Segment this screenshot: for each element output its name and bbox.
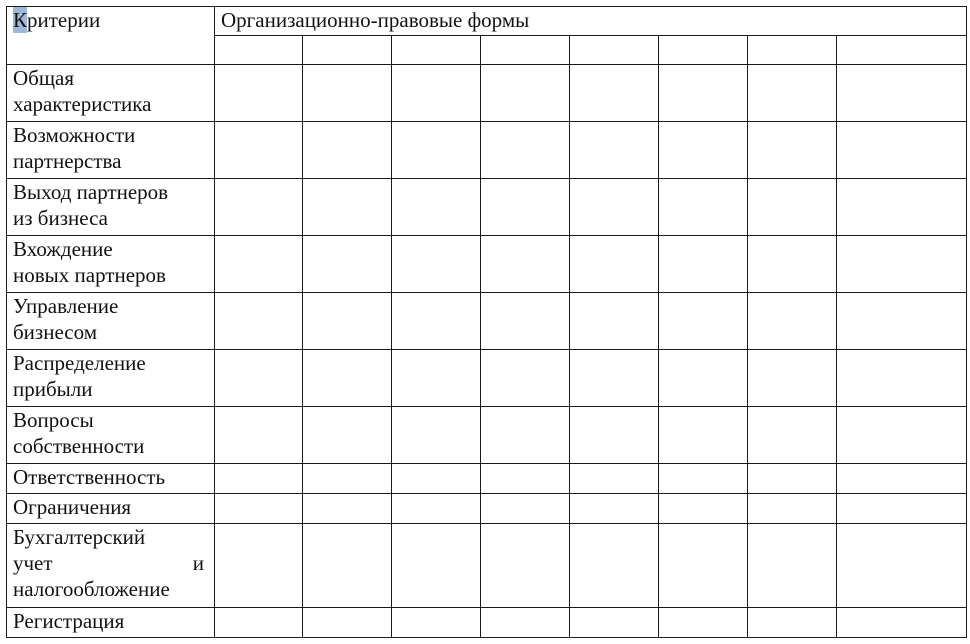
form-value-cell[interactable] xyxy=(215,122,303,179)
form-value-cell[interactable] xyxy=(392,65,481,122)
form-value-cell[interactable] xyxy=(659,179,748,236)
form-value-cell[interactable] xyxy=(659,350,748,407)
form-value-cell[interactable] xyxy=(837,179,967,236)
criterion-label-line: прибыли xyxy=(13,377,93,401)
form-column-header-cell[interactable] xyxy=(392,36,481,65)
criterion-label-line: Вхождение xyxy=(13,237,113,261)
form-value-cell[interactable] xyxy=(303,464,392,494)
form-value-cell[interactable] xyxy=(303,236,392,293)
form-value-cell[interactable] xyxy=(392,608,481,638)
table-row xyxy=(7,407,967,464)
form-value-cell[interactable] xyxy=(303,494,392,524)
form-value-cell[interactable] xyxy=(837,494,967,524)
criterion-label-line: учет и xyxy=(13,551,204,575)
form-value-cell[interactable] xyxy=(215,524,303,608)
form-value-cell[interactable] xyxy=(570,236,659,293)
criterion-label-line: Регистрация xyxy=(13,609,125,633)
criteria-header-label: ритерии xyxy=(27,8,101,32)
form-value-cell[interactable] xyxy=(837,122,967,179)
criterion-label-line: Возможности xyxy=(13,123,136,147)
form-value-cell[interactable] xyxy=(748,236,837,293)
form-value-cell[interactable] xyxy=(659,464,748,494)
form-value-cell[interactable] xyxy=(748,122,837,179)
form-value-cell[interactable] xyxy=(392,179,481,236)
form-value-cell[interactable] xyxy=(215,236,303,293)
form-value-cell[interactable] xyxy=(748,524,837,608)
form-value-cell[interactable] xyxy=(837,293,967,350)
table-row xyxy=(7,524,967,608)
criterion-label-line: Бухгалтерский xyxy=(13,525,146,549)
form-value-cell[interactable] xyxy=(392,236,481,293)
table-row xyxy=(7,293,967,350)
table-row xyxy=(7,464,967,494)
criterion-label-line: бизнесом xyxy=(13,320,98,344)
criterion-cell xyxy=(7,608,215,638)
forms-header: Организационно-правовые формы xyxy=(215,7,967,36)
form-value-cell[interactable] xyxy=(837,350,967,407)
form-value-cell[interactable] xyxy=(215,464,303,494)
form-value-cell[interactable] xyxy=(837,524,967,608)
form-value-cell[interactable] xyxy=(303,179,392,236)
table-row xyxy=(7,65,967,122)
table-row xyxy=(7,122,967,179)
table-row xyxy=(7,350,967,407)
form-column-header-cell[interactable] xyxy=(481,36,570,65)
criterion-label-line: из бизнеса xyxy=(13,206,108,230)
form-value-cell[interactable] xyxy=(481,65,570,122)
form-value-cell[interactable] xyxy=(303,65,392,122)
form-value-cell[interactable] xyxy=(303,608,392,638)
form-value-cell[interactable] xyxy=(303,407,392,464)
form-value-cell[interactable] xyxy=(303,293,392,350)
criterion-label-line: Общая xyxy=(13,66,75,90)
form-value-cell[interactable] xyxy=(215,494,303,524)
form-value-cell[interactable] xyxy=(748,179,837,236)
criterion-cell xyxy=(7,407,215,464)
form-value-cell[interactable] xyxy=(392,464,481,494)
form-value-cell[interactable] xyxy=(659,407,748,464)
form-value-cell[interactable] xyxy=(659,494,748,524)
form-value-cell[interactable] xyxy=(837,407,967,464)
form-value-cell[interactable] xyxy=(392,350,481,407)
form-value-cell[interactable] xyxy=(570,464,659,494)
form-value-cell[interactable] xyxy=(481,464,570,494)
form-value-cell[interactable] xyxy=(392,407,481,464)
form-value-cell[interactable] xyxy=(570,494,659,524)
criterion-label-line: Распределение xyxy=(13,351,146,375)
criterion-label-line: налогообложение xyxy=(13,577,170,601)
form-value-cell[interactable] xyxy=(392,293,481,350)
form-value-cell[interactable] xyxy=(570,65,659,122)
table-row xyxy=(7,179,967,236)
criterion-label-line: собственности xyxy=(13,434,145,458)
criterion-label-line: Ограничения xyxy=(13,495,132,519)
form-value-cell[interactable] xyxy=(570,293,659,350)
form-value-cell[interactable] xyxy=(215,350,303,407)
form-value-cell[interactable] xyxy=(748,65,837,122)
form-value-cell[interactable] xyxy=(748,494,837,524)
form-column-header-cell[interactable] xyxy=(659,36,748,65)
form-value-cell[interactable] xyxy=(748,608,837,638)
criterion-cell xyxy=(7,350,215,407)
criterion-cell xyxy=(7,236,215,293)
form-value-cell[interactable] xyxy=(570,524,659,608)
form-value-cell[interactable] xyxy=(303,350,392,407)
form-column-header-cell[interactable] xyxy=(215,36,303,65)
form-value-cell[interactable] xyxy=(215,608,303,638)
form-value-cell[interactable] xyxy=(392,494,481,524)
table-body xyxy=(7,65,967,638)
form-column-header-cell[interactable] xyxy=(837,36,967,65)
criterion-cell xyxy=(7,494,215,524)
table-row xyxy=(7,236,967,293)
table-row xyxy=(7,494,967,524)
form-value-cell[interactable] xyxy=(659,293,748,350)
form-value-cell[interactable] xyxy=(481,494,570,524)
form-value-cell[interactable] xyxy=(392,524,481,608)
form-value-cell[interactable] xyxy=(837,608,967,638)
form-column-header-cell[interactable] xyxy=(748,36,837,65)
criterion-label-line: партнерства xyxy=(13,149,122,173)
criterion-cell xyxy=(7,524,215,608)
form-value-cell[interactable] xyxy=(837,65,967,122)
criteria-header xyxy=(7,7,215,65)
form-value-cell[interactable] xyxy=(659,524,748,608)
form-value-cell[interactable] xyxy=(659,122,748,179)
criterion-cell xyxy=(7,293,215,350)
table-row xyxy=(7,608,967,638)
form-value-cell[interactable] xyxy=(303,524,392,608)
criterion-label-line: Вопросы xyxy=(13,408,94,432)
form-value-cell[interactable] xyxy=(481,122,570,179)
form-value-cell[interactable] xyxy=(748,407,837,464)
form-value-cell[interactable] xyxy=(481,350,570,407)
criteria-table xyxy=(6,6,967,638)
form-value-cell[interactable] xyxy=(748,350,837,407)
form-value-cell[interactable] xyxy=(481,524,570,608)
criterion-label-line: новых партнеров xyxy=(13,263,166,287)
form-value-cell[interactable] xyxy=(392,122,481,179)
form-value-cell[interactable] xyxy=(215,65,303,122)
form-value-cell[interactable] xyxy=(659,236,748,293)
form-value-cell[interactable] xyxy=(659,608,748,638)
form-value-cell[interactable] xyxy=(748,293,837,350)
form-value-cell[interactable] xyxy=(215,293,303,350)
form-value-cell[interactable] xyxy=(570,407,659,464)
form-value-cell[interactable] xyxy=(570,350,659,407)
criterion-cell xyxy=(7,65,215,122)
criterion-label-line: Ответственность xyxy=(13,465,166,489)
form-value-cell[interactable] xyxy=(748,464,837,494)
form-value-cell[interactable] xyxy=(215,407,303,464)
criterion-cell xyxy=(7,464,215,494)
form-value-cell[interactable] xyxy=(659,65,748,122)
form-value-cell[interactable] xyxy=(303,122,392,179)
form-value-cell[interactable] xyxy=(570,179,659,236)
criterion-cell xyxy=(7,179,215,236)
text-cursor-selection: К xyxy=(13,8,28,32)
form-column-header-cell[interactable] xyxy=(570,36,659,65)
form-value-cell[interactable] xyxy=(837,464,967,494)
criterion-label-line: характеристика xyxy=(13,92,152,116)
form-value-cell[interactable] xyxy=(481,179,570,236)
criterion-cell xyxy=(7,122,215,179)
form-value-cell[interactable] xyxy=(215,179,303,236)
criterion-label-line: Управление xyxy=(13,294,119,318)
criterion-label-line: Выход партнеров xyxy=(13,180,169,204)
form-value-cell[interactable] xyxy=(481,608,570,638)
form-value-cell[interactable] xyxy=(570,608,659,638)
form-value-cell[interactable] xyxy=(481,407,570,464)
form-value-cell[interactable] xyxy=(570,122,659,179)
form-value-cell[interactable] xyxy=(481,293,570,350)
form-value-cell[interactable] xyxy=(481,236,570,293)
form-value-cell[interactable] xyxy=(837,236,967,293)
form-column-header-cell[interactable] xyxy=(303,36,392,65)
